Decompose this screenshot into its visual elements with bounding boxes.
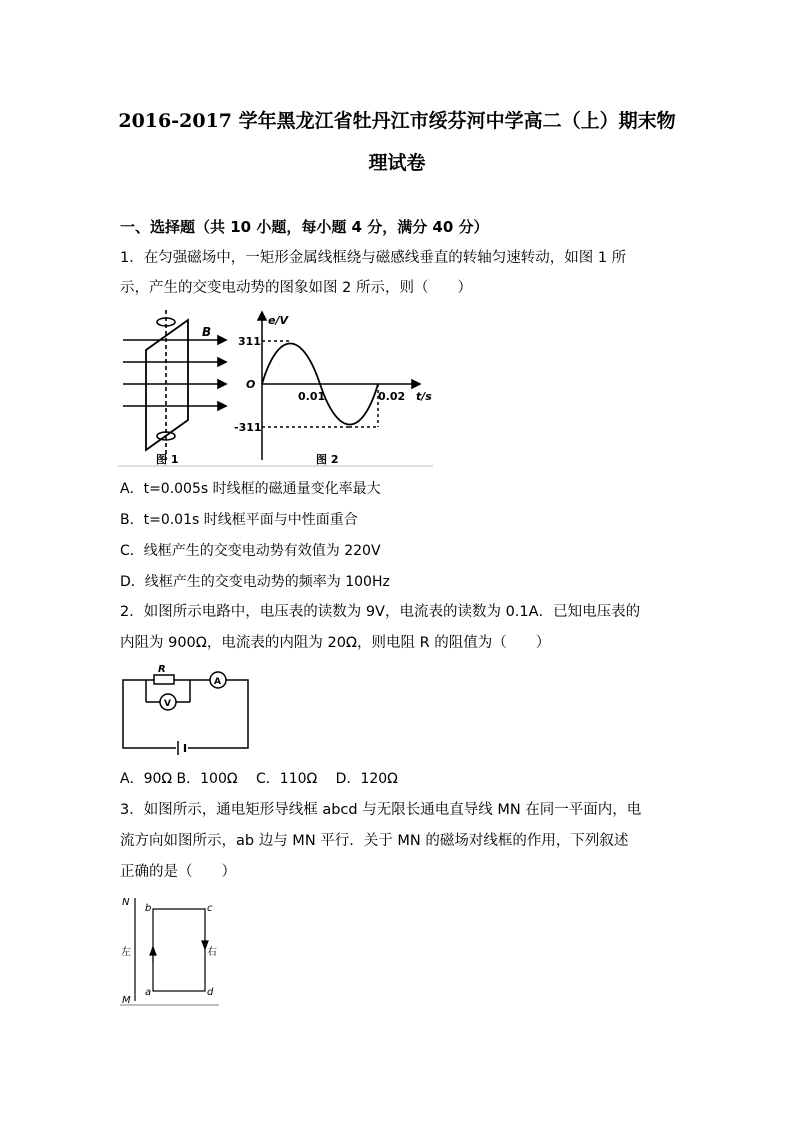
page-title-line2: 理试卷 (368, 152, 426, 174)
figure-2-graph (258, 312, 420, 460)
q1-text-line2: 示，产生的交变电动势的图象如图 2 所示，则（ ） (120, 280, 472, 296)
q1-option-c: C．线框产生的交变电动势有效值为 220V (120, 543, 381, 559)
voltmeter-label: V (164, 699, 171, 709)
q3-figure (115, 893, 225, 1008)
ammeter-label: A (214, 677, 221, 687)
origin-label: O (246, 378, 256, 391)
label-b: b (145, 903, 152, 914)
label-left: 左 (121, 947, 131, 958)
q3-text-line2: 流方向如图所示，ab 边与 MN 平行．关于 MN 的磁场对线框的作用，下列叙述 (120, 833, 629, 849)
q3-text-line3: 正确的是（ ） (120, 864, 236, 880)
label-right: 右 (207, 947, 217, 958)
figure-1-caption: 图 1 (156, 453, 179, 466)
y-axis-label: e/V (268, 314, 288, 327)
y-max-label: 311 (238, 335, 261, 348)
q3-text-line1: 3．如图所示，通电矩形导线框 abcd 与无限长通电直导线 MN 在同一平面内，电 (120, 802, 642, 818)
t1-label: 0.01 (298, 390, 326, 403)
section-heading: 一、选择题（共 10 小题，每小题 4 分，满分 40 分） (120, 218, 489, 236)
q1-option-b: B．t=0.01s 时线框平面与中性面重合 (120, 512, 358, 528)
label-n: N (122, 897, 130, 908)
t2-label: 0.02 (378, 390, 406, 403)
label-c: c (207, 903, 213, 914)
label-m: M (122, 995, 131, 1006)
field-b-label: B (202, 325, 212, 339)
q2-circuit (118, 662, 258, 757)
y-min-label: -311 (234, 421, 262, 434)
page-title-line1: 2016-2017 学年黑龙江省牡丹江市绥芬河中学高二（上）期末物 (118, 110, 676, 132)
label-a: a (145, 987, 152, 998)
q2-options: A．90Ω B．100Ω C．110Ω D．120Ω (120, 771, 398, 787)
q2-text-line2: 内阻为 900Ω，电流表的内阻为 20Ω，则电阻 R 的阻值为（ ） (120, 635, 551, 651)
q1-text-line1: 1．在匀强磁场中，一矩形金属线框绕与磁感线垂直的转轴匀速转动，如图 1 所 (120, 250, 627, 266)
q1-option-a: A．t=0.005s 时线框的磁通量变化率最大 (120, 481, 381, 497)
label-d: d (207, 987, 214, 998)
x-axis-label: t/s (416, 390, 432, 403)
q2-text-line1: 2．如图所示电路中，电压表的读数为 9V，电流表的读数为 0.1A．已知电压表的 (120, 604, 641, 620)
q1-figures (118, 310, 438, 470)
figure-2-caption: 图 2 (316, 453, 339, 466)
q1-option-d: D．线框产生的交变电动势的频率为 100Hz (120, 574, 390, 590)
resistor-label: R (158, 664, 166, 675)
